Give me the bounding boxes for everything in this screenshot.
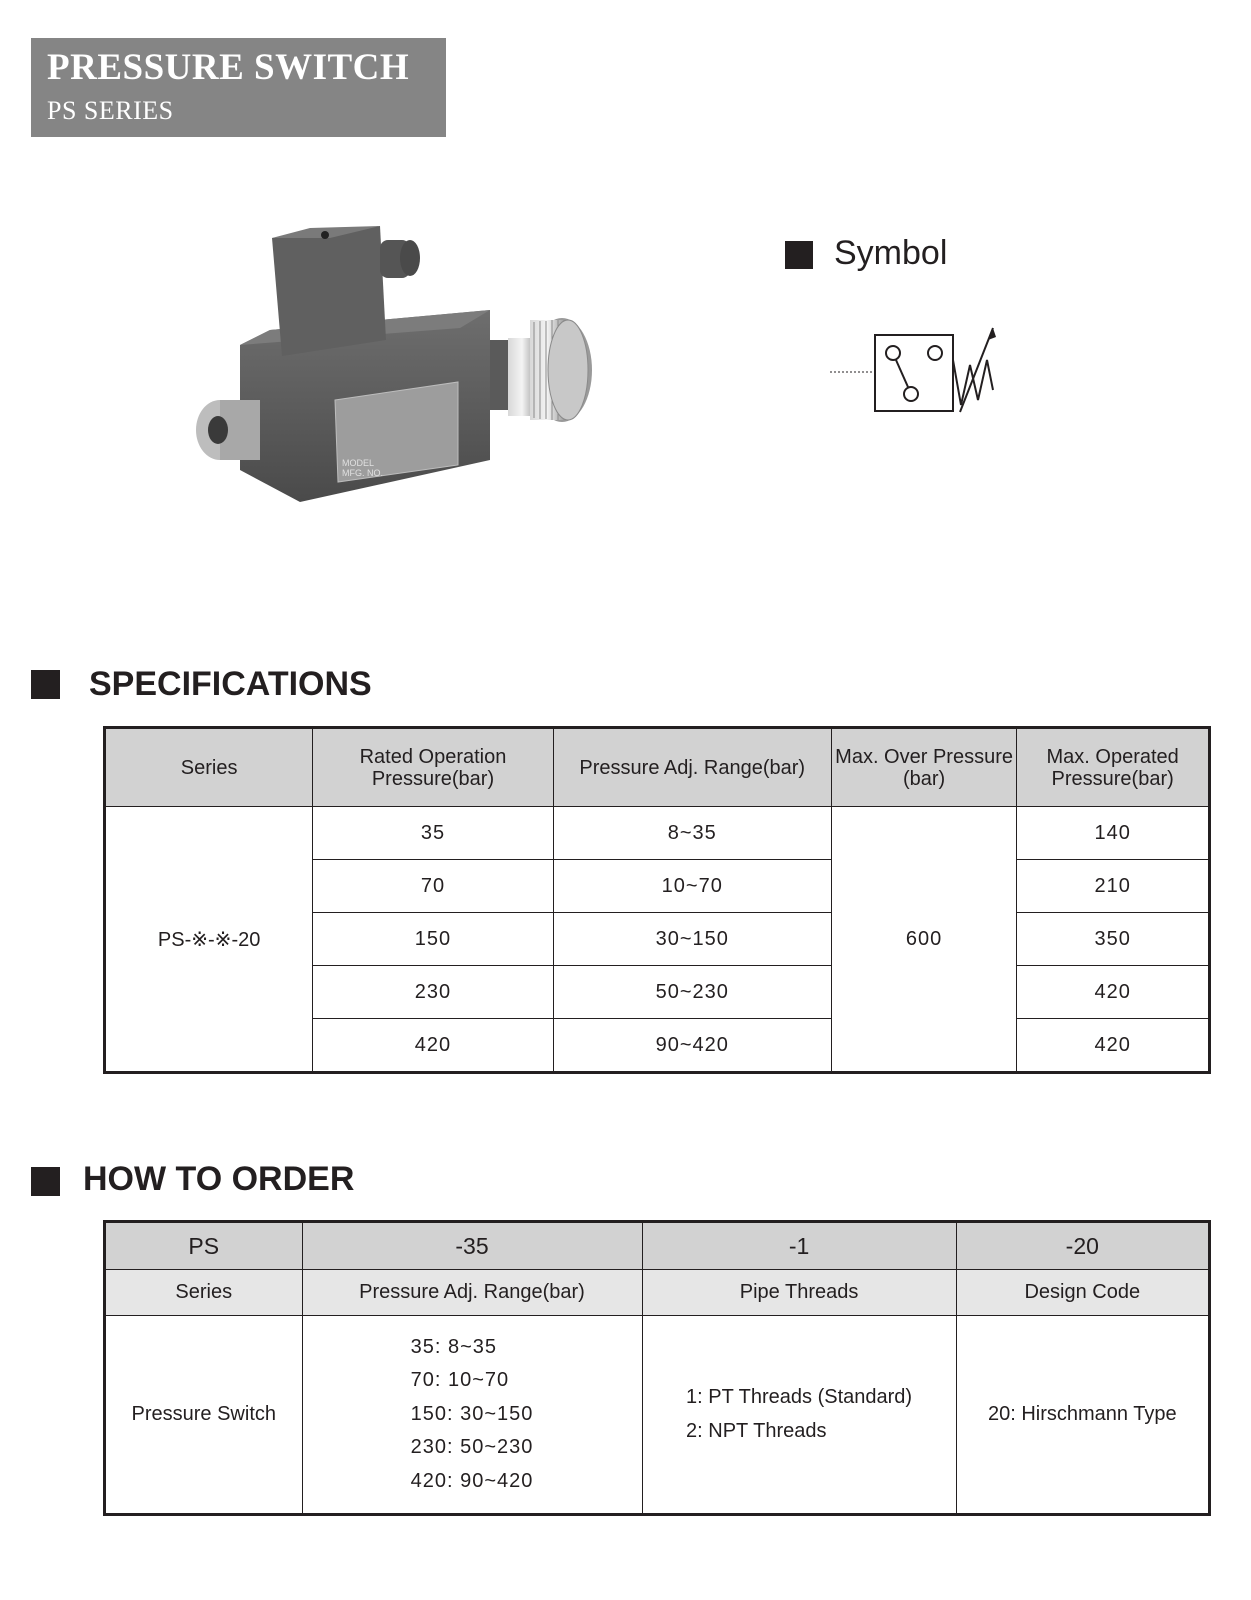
order-range-options [302, 1316, 642, 1515]
spec-max-operated-cell: 350 [1017, 913, 1210, 966]
spec-rated-cell: 150 [313, 913, 553, 966]
how-to-order-heading: HOW TO ORDER [83, 1160, 355, 1198]
spec-range-cell: 30~150 [553, 913, 831, 966]
spec-range-cell: 8~35 [553, 807, 831, 860]
page-subtitle: PS SERIES [47, 96, 174, 125]
specifications-heading: SPECIFICATIONS [89, 665, 372, 703]
spec-range-cell: 90~420 [553, 1019, 831, 1073]
spec-header-range: Pressure Adj. Range(bar) [553, 728, 831, 807]
table-row [105, 807, 1210, 860]
order-label-threads: Pipe Threads [642, 1270, 956, 1316]
list-item: 70: 10~70 [410, 1369, 510, 1392]
spec-range-cell: 10~70 [553, 860, 831, 913]
label-model-text: MODEL [342, 458, 375, 468]
spec-max-operated-cell: 140 [1017, 807, 1210, 860]
spec-header-series: Series [105, 728, 313, 807]
how-to-order-table [103, 1220, 1211, 1516]
list-item: 230: 50~230 [410, 1436, 534, 1459]
order-code-series: PS [105, 1222, 303, 1270]
order-label-series: Series [105, 1270, 303, 1316]
list-item: 20: Hirschmann Type [987, 1402, 1177, 1425]
order-label-row [105, 1270, 1210, 1316]
spec-rated-cell: 420 [313, 1019, 553, 1073]
label-mfg-text: MFG. NO. [342, 468, 383, 478]
how-to-order-marker [31, 1167, 60, 1196]
spec-rated-cell: 70 [313, 860, 553, 913]
spec-rated-cell: 35 [313, 807, 553, 860]
spec-max-operated-cell: 420 [1017, 966, 1210, 1019]
spec-max-over-cell: 600 [831, 807, 1016, 1073]
list-item: 150: 30~150 [410, 1402, 534, 1425]
pressure-switch-symbol [825, 320, 1005, 420]
symbol-marker [785, 241, 813, 269]
order-code-design: -20 [956, 1222, 1209, 1270]
order-series-desc: Pressure Switch [105, 1316, 303, 1515]
spec-rated-cell: 230 [313, 966, 553, 1019]
list-item: 1: PT Threads (Standard) [686, 1386, 913, 1408]
order-label-range: Pressure Adj. Range(bar) [302, 1270, 642, 1316]
spec-header-row [105, 728, 1210, 807]
order-design-options [956, 1316, 1209, 1515]
spec-header-max-operated: Max. Operated Pressure(bar) [1017, 728, 1210, 807]
specifications-table [103, 726, 1211, 1074]
page-title: PRESSURE SWITCH [47, 47, 410, 88]
order-label-design: Design Code [956, 1270, 1209, 1316]
spec-header-max-over: Max. Over Pressure (bar) [831, 728, 1016, 807]
spec-max-operated-cell: 420 [1017, 1019, 1210, 1073]
specifications-marker [31, 670, 60, 699]
spec-header-rated: Rated Operation Pressure(bar) [313, 728, 553, 807]
title-banner [31, 38, 446, 137]
order-code-row [105, 1222, 1210, 1270]
list-item: 35: 8~35 [410, 1335, 498, 1358]
spec-range-cell: 50~230 [553, 966, 831, 1019]
order-thread-options [642, 1316, 956, 1515]
spec-max-operated-cell: 210 [1017, 860, 1210, 913]
spec-series-cell: PS-※-※-20 [105, 807, 313, 1073]
order-code-threads: -1 [642, 1222, 956, 1270]
order-body-row [105, 1316, 1210, 1515]
list-item: 420: 90~420 [410, 1469, 534, 1492]
order-code-range: -35 [302, 1222, 642, 1270]
product-photo [190, 220, 610, 520]
symbol-heading: Symbol [834, 234, 948, 272]
list-item: 2: NPT Threads [686, 1419, 827, 1442]
